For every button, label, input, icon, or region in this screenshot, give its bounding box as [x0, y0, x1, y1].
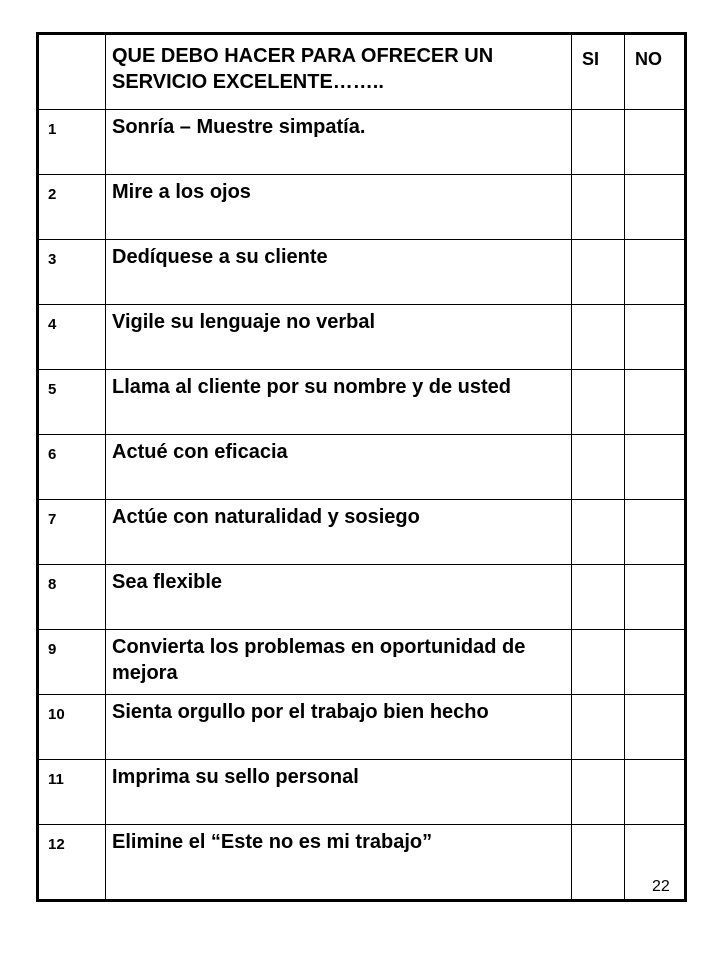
row-number: 1: [38, 110, 106, 175]
row-number: 2: [38, 175, 106, 240]
row-text: Mire a los ojos: [106, 175, 572, 240]
header-row: [38, 34, 686, 110]
row-number: 10: [38, 695, 106, 760]
row-text: Dedíquese a su cliente: [106, 240, 572, 305]
header-num-cell: [38, 34, 106, 110]
si-cell[interactable]: [572, 240, 625, 305]
page-number: 22: [652, 878, 670, 895]
table-row: [38, 565, 686, 630]
row-number: 6: [38, 435, 106, 500]
row-text: Imprima su sello personal: [106, 760, 572, 825]
no-cell[interactable]: [625, 630, 686, 695]
no-cell[interactable]: [625, 110, 686, 175]
no-cell[interactable]: [625, 760, 686, 825]
no-cell[interactable]: [625, 305, 686, 370]
row-text: Llama al cliente por su nombre y de usted: [106, 370, 572, 435]
row-text: Sienta orgullo por el trabajo bien hecho: [106, 695, 572, 760]
no-cell[interactable]: [625, 500, 686, 565]
row-number: 3: [38, 240, 106, 305]
no-cell[interactable]: [625, 370, 686, 435]
no-cell[interactable]: [625, 435, 686, 500]
row-number: 9: [38, 630, 106, 695]
row-number: 7: [38, 500, 106, 565]
row-number: 4: [38, 305, 106, 370]
row-text: Elimine el “Este no es mi trabajo”: [106, 825, 572, 901]
table-row: [38, 695, 686, 760]
si-cell[interactable]: [572, 110, 625, 175]
si-cell[interactable]: [572, 695, 625, 760]
table-row: [38, 110, 686, 175]
si-cell[interactable]: [572, 500, 625, 565]
header-no: NO: [625, 34, 686, 110]
si-cell[interactable]: [572, 175, 625, 240]
si-cell[interactable]: [572, 370, 625, 435]
table-row: [38, 500, 686, 565]
table-row: [38, 240, 686, 305]
row-number: 12: [38, 825, 106, 901]
no-cell[interactable]: [625, 695, 686, 760]
row-number: 11: [38, 760, 106, 825]
table-row: [38, 825, 686, 901]
checklist-table: [36, 32, 687, 902]
row-text: Sonría – Muestre simpatía.: [106, 110, 572, 175]
row-text: Actué con eficacia: [106, 435, 572, 500]
header-si: SI: [572, 34, 625, 110]
row-text: Sea flexible: [106, 565, 572, 630]
table-row: [38, 630, 686, 695]
si-cell[interactable]: [572, 630, 625, 695]
si-cell[interactable]: [572, 435, 625, 500]
table-row: [38, 175, 686, 240]
header-title: QUE DEBO HACER PARA OFRECER UN SERVICIO EXCELENTE……..: [106, 34, 572, 110]
row-number: 5: [38, 370, 106, 435]
table-row: [38, 760, 686, 825]
row-text: Vigile su lenguaje no verbal: [106, 305, 572, 370]
row-text: Actúe con naturalidad y sosiego: [106, 500, 572, 565]
row-number: 8: [38, 565, 106, 630]
table-row: [38, 370, 686, 435]
no-cell[interactable]: [625, 175, 686, 240]
no-cell[interactable]: [625, 565, 686, 630]
si-cell[interactable]: [572, 305, 625, 370]
si-cell[interactable]: [572, 565, 625, 630]
table-row: [38, 305, 686, 370]
si-cell[interactable]: [572, 825, 625, 901]
si-cell[interactable]: [572, 760, 625, 825]
row-text: Convierta los problemas en oportunidad de mejora: [106, 630, 572, 695]
no-cell[interactable]: [625, 240, 686, 305]
table-row: [38, 435, 686, 500]
